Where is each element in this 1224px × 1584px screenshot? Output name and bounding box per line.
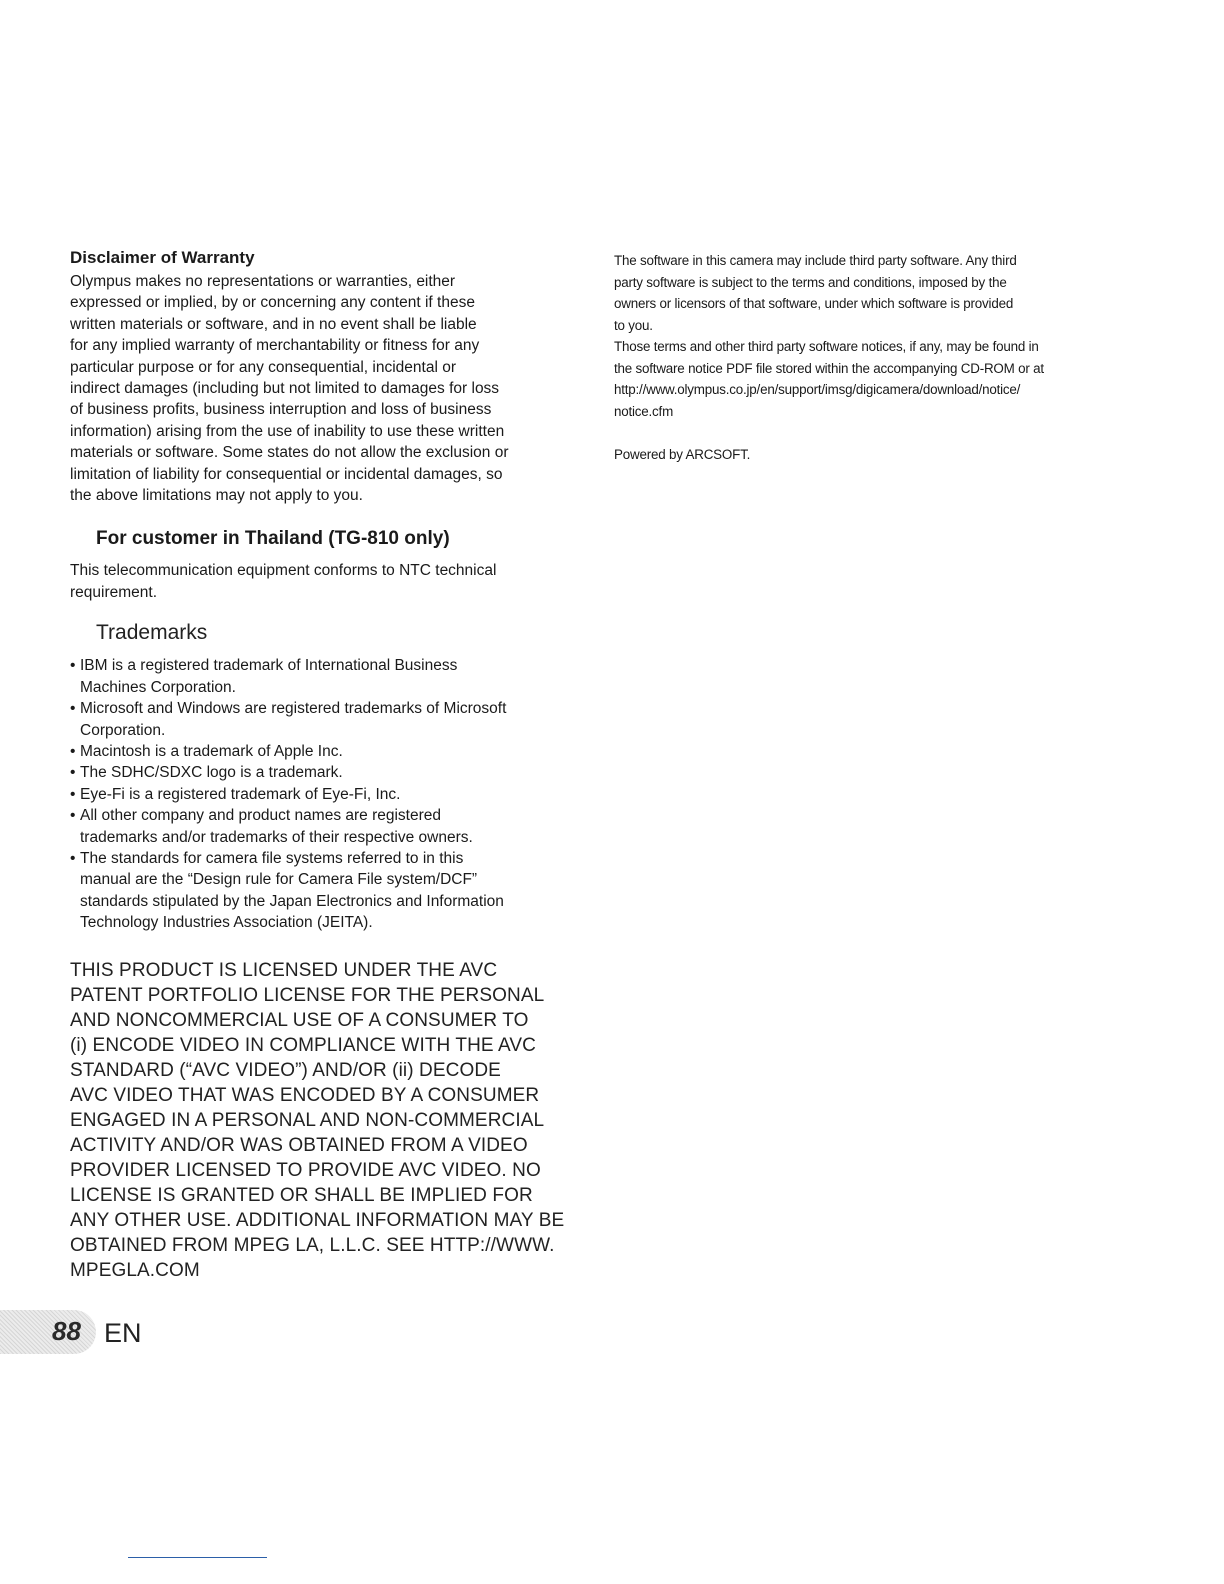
disclaimer-text: Olympus makes no representations or warranties, either expressed or implied, by or concerning any content if these written materials or software, and in no event shall be liable for any implied warranty of merchantability or fitness for any particular purpose or for any consequential, incidental or indirect damages (including but not limited to damages for loss of business profits, business interruption and loss of business information) arising from the use of inability to use these written materials or software. Some states do not allow the exclusion or limitation of liability for consequential or incidental damages, so the above limitations may not apply to you.: [70, 273, 509, 505]
trademarks-heading: Trademarks: [96, 621, 208, 645]
right-column: [614, 250, 1134, 466]
divider: [128, 1557, 267, 1558]
list-item: • The SDHC/SDXC logo is a trademark.: [70, 764, 343, 782]
left-column: [70, 248, 590, 1283]
list-item: • Microsoft and Windows are registered trademarks of Microsoft Corporation.: [70, 700, 507, 739]
list-item: • IBM is a registered trademark of International Business Machines Corporation.: [70, 657, 458, 696]
list-item: • All other company and product names are registered trademarks and/or trademarks of their respective owners.: [70, 807, 473, 846]
avc-license-notice: THIS PRODUCT IS LICENSED UNDER THE AVC PATENT PORTFOLIO LICENSE FOR THE PERSONAL AND NONCOMMERCIAL USE OF A CONSUMER TO (i) ENCODE VIDEO IN COMPLIANCE WITH THE AVC STANDARD (“AVC VIDEO”) AND/OR (ii) DECODE AVC VIDEO THAT WAS ENCODED BY A CONSUMER ENGAGED IN A PERSONAL AND NON-COMMERCIAL ACTIVITY AND/OR WAS OBTAINED FROM A VIDEO PROVIDER LICENSED TO PROVIDE AVC VIDEO. NO LICENSE IS GRANTED OR SHALL BE IMPLIED FOR ANY OTHER USE. ADDITIONAL INFORMATION MAY BE OBTAINED FROM MPEG LA, L.L.C. SEE HTTP://WWW. MPEGLA.COM: [70, 959, 565, 1281]
trademarks-list: [70, 655, 590, 933]
page-number: 88: [52, 1316, 81, 1346]
page-footer: [0, 1304, 200, 1360]
thailand-heading: For customer in Thailand (TG-810 only): [96, 528, 450, 550]
list-item: • The standards for camera file systems referred to in this manual are the “Design rule for Camera File system/DCF” standards stipulated by the Japan Electronics and Information Technology Industries Association (JEITA).: [70, 849, 504, 932]
list-item: • Macintosh is a trademark of Apple Inc.: [70, 742, 343, 760]
third-party-software-notice: The software in this camera may include third party software. Any third party software is subject to the terms and conditions, imposed by the owners or licensors of that software, under which software is provided to you. Those terms and other third party software notices, if any, may be found in the software notice PDF file stored within the accompanying CD-ROM or at http://www.olympus.co.jp/en/support/imsg/digicamera/download/notice/ notice.cfm: [614, 253, 1044, 419]
disclaimer-heading: Disclaimer of Warranty: [70, 248, 255, 267]
list-item: • Eye-Fi is a registered trademark of Eye-Fi, Inc.: [70, 785, 401, 803]
powered-by-text: Powered by ARCSOFT.: [614, 447, 751, 462]
thailand-text: This telecommunication equipment conforms to NTC technical requirement.: [70, 562, 497, 601]
language-label: EN: [104, 1318, 142, 1348]
page-number-badge: [0, 1310, 96, 1354]
